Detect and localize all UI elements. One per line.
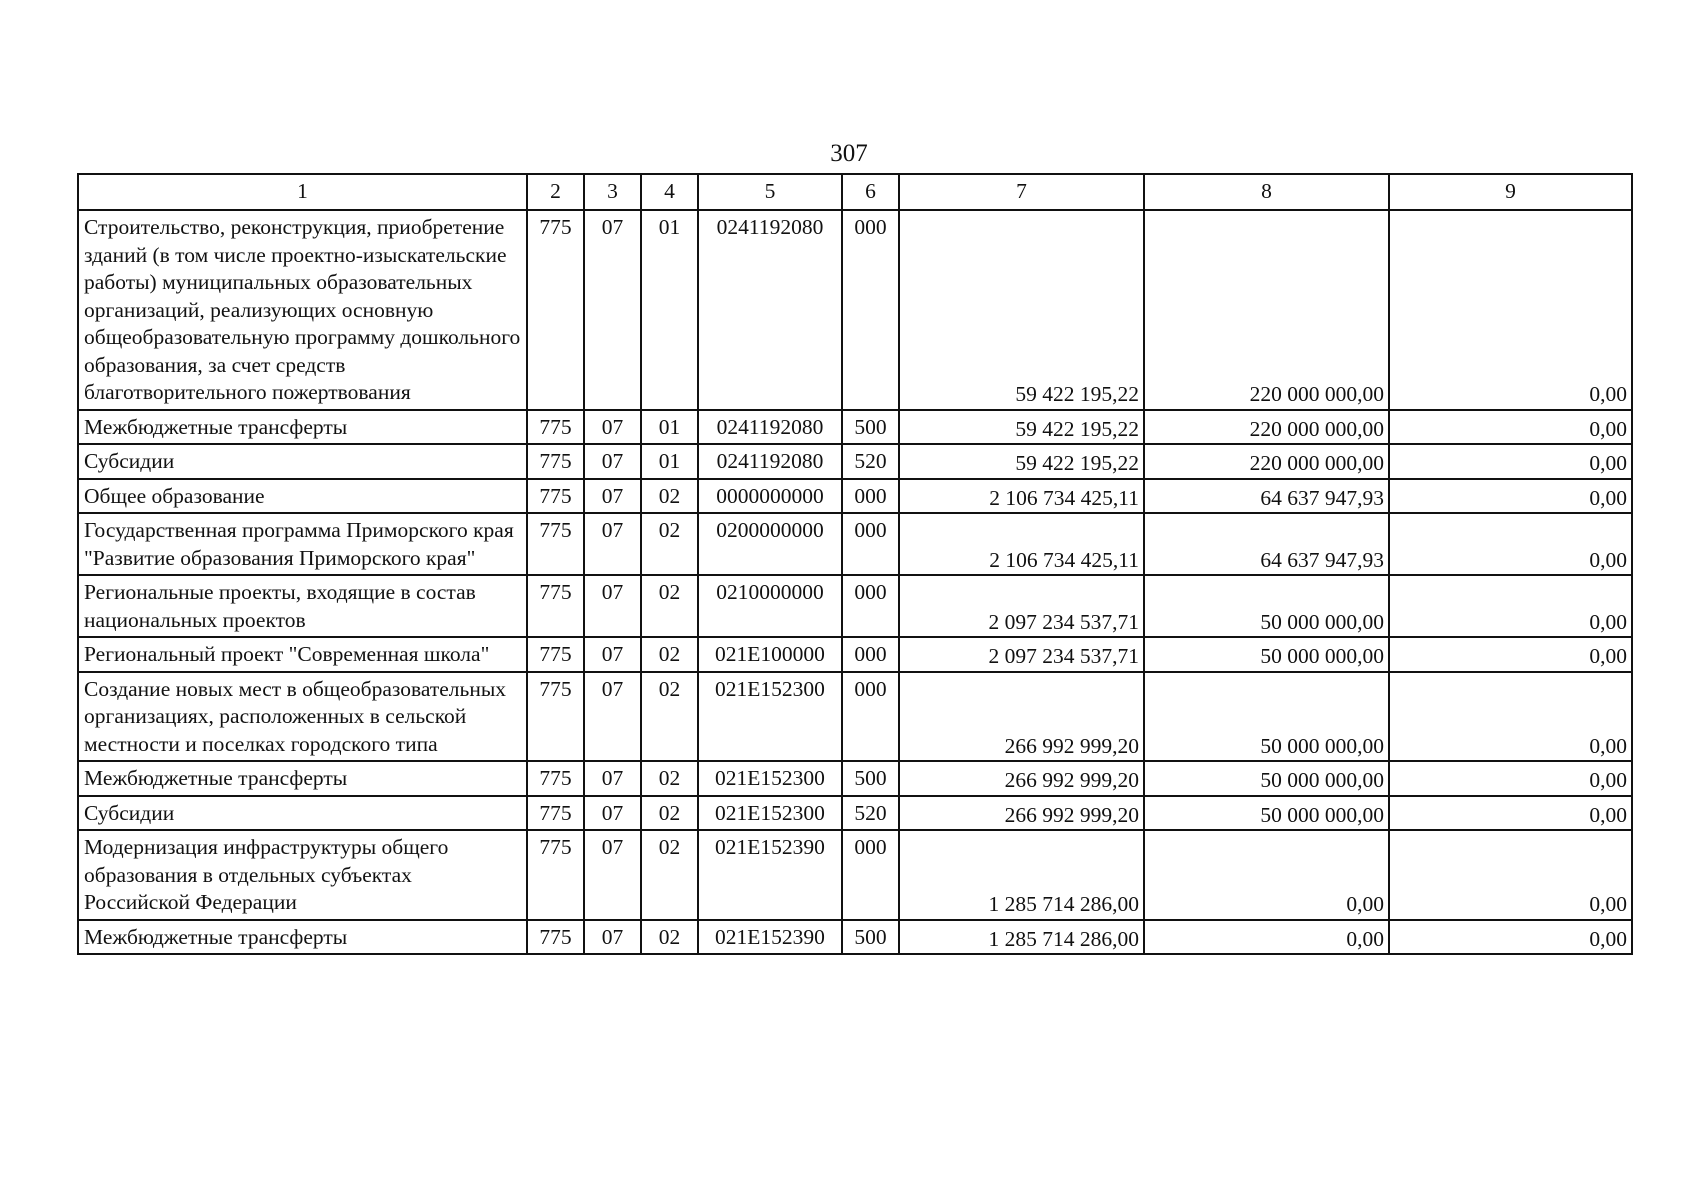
- section-code: 07: [584, 761, 641, 796]
- expense-type-code: 520: [842, 444, 899, 479]
- table-row: [78, 637, 1632, 672]
- target-item-code: 021Е152300: [698, 672, 842, 762]
- amount-col7: 1 285 714 286,00: [899, 920, 1144, 955]
- target-item-code: 0241192080: [698, 210, 842, 410]
- column-header-7: 7: [899, 174, 1144, 210]
- amount-col9: 0,00: [1389, 513, 1632, 575]
- amount-col7: 266 992 999,20: [899, 796, 1144, 831]
- column-header-2: 2: [527, 174, 584, 210]
- amount-col7: 2 106 734 425,11: [899, 479, 1144, 514]
- amount-col8: 0,00: [1144, 830, 1389, 920]
- subsection-code: 01: [641, 410, 698, 445]
- expense-type-code: 520: [842, 796, 899, 831]
- table-row: [78, 830, 1632, 920]
- target-item-code: 021Е152390: [698, 920, 842, 955]
- amount-col8: 220 000 000,00: [1144, 210, 1389, 410]
- table-row: [78, 575, 1632, 637]
- amount-col8: 50 000 000,00: [1144, 575, 1389, 637]
- amount-col9: 0,00: [1389, 796, 1632, 831]
- row-name: Межбюджетные трансферты: [78, 410, 527, 445]
- amount-col8: 64 637 947,93: [1144, 479, 1389, 514]
- subsection-code: 02: [641, 796, 698, 831]
- amount-col9: 0,00: [1389, 575, 1632, 637]
- expense-type-code: 000: [842, 210, 899, 410]
- row-name: Региональный проект "Современная школа": [78, 637, 527, 672]
- subsection-code: 02: [641, 513, 698, 575]
- amount-col7: 266 992 999,20: [899, 761, 1144, 796]
- expense-type-code: 000: [842, 513, 899, 575]
- subsection-code: 01: [641, 444, 698, 479]
- section-code: 07: [584, 575, 641, 637]
- table-row: [78, 796, 1632, 831]
- target-item-code: 021Е152390: [698, 830, 842, 920]
- section-code: 07: [584, 479, 641, 514]
- subsection-code: 02: [641, 761, 698, 796]
- amount-col9: 0,00: [1389, 410, 1632, 445]
- row-name: Региональные проекты, входящие в состав национальных проектов: [78, 575, 527, 637]
- subsection-code: 02: [641, 830, 698, 920]
- section-code: 07: [584, 830, 641, 920]
- amount-col9: 0,00: [1389, 761, 1632, 796]
- column-header-8: 8: [1144, 174, 1389, 210]
- table-row: [78, 761, 1632, 796]
- subsection-code: 02: [641, 672, 698, 762]
- subsection-code: 01: [641, 210, 698, 410]
- row-name: Субсидии: [78, 444, 527, 479]
- header-row: [78, 174, 1632, 210]
- amount-col7: 59 422 195,22: [899, 410, 1144, 445]
- expense-type-code: 500: [842, 410, 899, 445]
- amount-col8: 220 000 000,00: [1144, 444, 1389, 479]
- table-row: [78, 210, 1632, 410]
- target-item-code: 0200000000: [698, 513, 842, 575]
- ministry-code: 775: [527, 637, 584, 672]
- amount-col7: 59 422 195,22: [899, 444, 1144, 479]
- subsection-code: 02: [641, 479, 698, 514]
- ministry-code: 775: [527, 479, 584, 514]
- amount-col8: 64 637 947,93: [1144, 513, 1389, 575]
- section-code: 07: [584, 637, 641, 672]
- row-name: Государственная программа Приморского края "Развитие образования Приморского края": [78, 513, 527, 575]
- ministry-code: 775: [527, 444, 584, 479]
- ministry-code: 775: [527, 672, 584, 762]
- expense-type-code: 000: [842, 830, 899, 920]
- table-row: [78, 479, 1632, 514]
- amount-col8: 220 000 000,00: [1144, 410, 1389, 445]
- expense-type-code: 500: [842, 920, 899, 955]
- amount-col8: 50 000 000,00: [1144, 672, 1389, 762]
- table-row: [78, 672, 1632, 762]
- row-name: Общее образование: [78, 479, 527, 514]
- column-header-5: 5: [698, 174, 842, 210]
- ministry-code: 775: [527, 575, 584, 637]
- column-header-3: 3: [584, 174, 641, 210]
- amount-col9: 0,00: [1389, 479, 1632, 514]
- table-row: [78, 920, 1632, 955]
- target-item-code: 0241192080: [698, 410, 842, 445]
- row-name: Межбюджетные трансферты: [78, 920, 527, 955]
- amount-col7: 1 285 714 286,00: [899, 830, 1144, 920]
- amount-col9: 0,00: [1389, 444, 1632, 479]
- amount-col7: 2 097 234 537,71: [899, 637, 1144, 672]
- amount-col8: 50 000 000,00: [1144, 637, 1389, 672]
- section-code: 07: [584, 210, 641, 410]
- column-header-9: 9: [1389, 174, 1632, 210]
- expense-type-code: 000: [842, 575, 899, 637]
- target-item-code: 021Е152300: [698, 796, 842, 831]
- budget-table: [77, 173, 1633, 955]
- table-row: [78, 444, 1632, 479]
- subsection-code: 02: [641, 637, 698, 672]
- table-row: [78, 513, 1632, 575]
- section-code: 07: [584, 410, 641, 445]
- ministry-code: 775: [527, 513, 584, 575]
- row-name: Модернизация инфраструктуры общего образования в отдельных субъектах Российской Федерации: [78, 830, 527, 920]
- target-item-code: 0000000000: [698, 479, 842, 514]
- section-code: 07: [584, 513, 641, 575]
- row-name: Межбюджетные трансферты: [78, 761, 527, 796]
- row-name: Строительство, реконструкция, приобретение зданий (в том числе проектно-изыскательские работы) муниципальных образовательных организаций, реализующих основную общеобразовательную программу дошкольного образования, за счет средств благотворительного пожертвования: [78, 210, 527, 410]
- ministry-code: 775: [527, 210, 584, 410]
- amount-col9: 0,00: [1389, 637, 1632, 672]
- column-header-4: 4: [641, 174, 698, 210]
- amount-col8: 50 000 000,00: [1144, 761, 1389, 796]
- subsection-code: 02: [641, 575, 698, 637]
- row-name: Субсидии: [78, 796, 527, 831]
- amount-col9: 0,00: [1389, 210, 1632, 410]
- amount-col9: 0,00: [1389, 830, 1632, 920]
- amount-col9: 0,00: [1389, 672, 1632, 762]
- table-row: [78, 410, 1632, 445]
- subsection-code: 02: [641, 920, 698, 955]
- column-header-1: 1: [78, 174, 527, 210]
- expense-type-code: 000: [842, 672, 899, 762]
- target-item-code: 021Е100000: [698, 637, 842, 672]
- section-code: 07: [584, 444, 641, 479]
- amount-col9: 0,00: [1389, 920, 1632, 955]
- amount-col7: 59 422 195,22: [899, 210, 1144, 410]
- ministry-code: 775: [527, 410, 584, 445]
- amount-col7: 2 106 734 425,11: [899, 513, 1144, 575]
- target-item-code: 021Е152300: [698, 761, 842, 796]
- ministry-code: 775: [527, 920, 584, 955]
- target-item-code: 0210000000: [698, 575, 842, 637]
- expense-type-code: 000: [842, 637, 899, 672]
- amount-col7: 266 992 999,20: [899, 672, 1144, 762]
- row-name: Создание новых мест в общеобразовательных организациях, расположенных в сельской местности и поселках городского типа: [78, 672, 527, 762]
- column-header-6: 6: [842, 174, 899, 210]
- section-code: 07: [584, 796, 641, 831]
- expense-type-code: 500: [842, 761, 899, 796]
- amount-col8: 50 000 000,00: [1144, 796, 1389, 831]
- section-code: 07: [584, 920, 641, 955]
- expense-type-code: 000: [842, 479, 899, 514]
- page-number: 307: [830, 140, 868, 167]
- section-code: 07: [584, 672, 641, 762]
- target-item-code: 0241192080: [698, 444, 842, 479]
- amount-col8: 0,00: [1144, 920, 1389, 955]
- ministry-code: 775: [527, 796, 584, 831]
- ministry-code: 775: [527, 830, 584, 920]
- amount-col7: 2 097 234 537,71: [899, 575, 1144, 637]
- ministry-code: 775: [527, 761, 584, 796]
